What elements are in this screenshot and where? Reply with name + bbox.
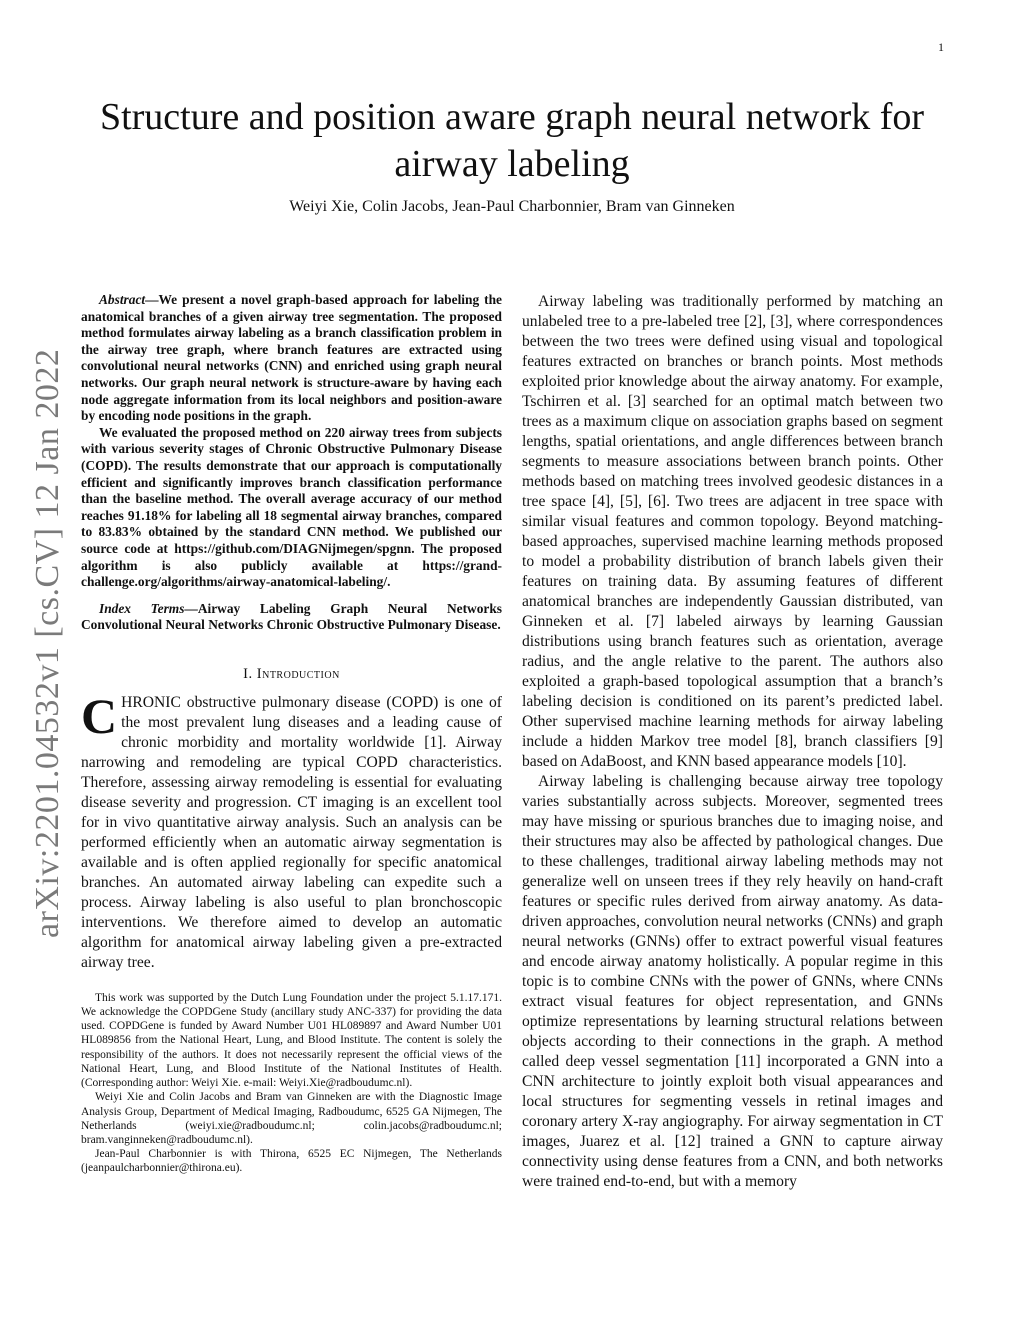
intro-lead-word: HRONIC (121, 693, 181, 711)
intro-text: obstructive pulmonary disease (COPD) is one of the most prevalent lung diseases and a leading cause of chronic morbidity and mortality worldwide [1]. Airway narrowing and remodeling are typical COPD characteristics. Therefore, assessing airway remodeling is essential for evaluating disease severity and progression. CT imaging is an excellent tool for in vivo quantitative airway analysis. Such an analysis can be performed efficiently when an automatic airway segmentation is available and is often applied regionally for specific anatomical branches. An automated airway labeling can expedite such a process. Airway labeling is also useful to plan bronchoscopic interventions. We therefore aimed to develop an automatic algorithm for anatomical airway labeling given a pre-extracted airway tree. (81, 693, 502, 971)
right-column (522, 292, 943, 1192)
section-title: Introduction (256, 665, 340, 682)
section-heading (81, 666, 502, 683)
arxiv-identifier-stamp: arXiv:2201.04532v1 [cs.CV] 12 Jan 2022 (29, 348, 66, 938)
abstract-text-1: —We present a novel graph-based approach for labeling the anatomical branches of a given airway tree segmentation. The proposed method formulates airway labeling as a branch classification problem in the airway tree graph, where branch features are extracted using convolutional neural networks (CNN) and enriched using graph neural networks. Our graph neural network is structure-aware by having each node aggregate information from its local neighbors and position-aware by encoding node positions in the graph. (81, 292, 502, 424)
right-paragraph-1: Airway labeling was traditionally performed by matching an unlabeled tree to a pre-labeled tree [2], [3], where correspondences between the two trees were defined using visual and topological features extracted on branches or branch points. Most methods exploited prior knowledge about the airway anatomy. For example, Tschirren et al. [3] searched for an optimal match between two trees as a maximum clique on association graphs based on segment lengths, spatial orientations, and angle differences between branch segments to measure associations between branch points. Other methods based on matching trees involved geodesic distances in a tree space [4], [5], [6]. Two trees are adjacent in tree space with similar visual features and common topology. Beyond matching-based approaches, supervised machine learning methods proposed to model a probability distribution of branch labels given their features on training data. By assuming features of different anatomical branches are independently Gaussian distributed, van Ginneken et al. [7] labeled airways by learning Gaussian distributions using branch features such as orientation, average radius, and the angle relative to the parent. The authors also exploited a graph-based topological assumption that a branch’s labeling decision is conditioned on its parent’s predicted label. Other supervised machine learning methods for airway labeling include a hidden Markov tree model [8], branch classifiers [9] based on AdaBoost, and KNN based appearance models [10]. (522, 293, 943, 770)
footnote-affiliation-1: Weiyi Xie and Colin Jacobs and Bram van Ginneken are with the Diagnostic Image Analysis Group, Department of Medical Imaging, Radboudumc, 6525 GA Nijmegen, The Netherlands (weiyi.xie@radboudumc.nl; colin.jacobs@radboudumc.nl; bram.vanginneken@radboudumc.nl). (81, 1091, 502, 1146)
footnote-funding: This work was supported by the Dutch Lung Foundation under the project 5.1.17.171. We acknowledge the COPDGene Study (ancillary study ANC-337) for providing the data used. COPDGene is funded by Award Number U01 HL089897 and Award Number U01 HL089856 from the National Heart, Lung, and Blood Institute. The content is solely the responsibility of the authors. It does not necessarily represent the official views of the National Heart, Lung, and Blood Institute of the National Institutes of Health. (Corresponding author: Weiyi Xie. e-mail: Weiyi.Xie@radboudumc.nl). (81, 991, 502, 1090)
footnotes (81, 991, 502, 1176)
section-number: I. (243, 665, 253, 682)
page-number: 1 (938, 40, 944, 54)
paper-title: Structure and position aware graph neural network for airway labeling (99, 96, 925, 185)
index-terms-label: Index Terms (99, 600, 185, 616)
abstract-paragraph-2: We evaluated the proposed method on 220 airway trees from subjects with various severity stages of Chronic Obstructive Pulmonary Disease (COPD). The results demonstrate that our approach is computationally efficient and significantly improves branch classification performance than the baseline method. The overall average accuracy of our method reaches 91.18% for labeling all 18 segmental airway branches, compared to 83.83% obtained by the standard CNN method. We published our source code at https://github.com/DIAGNijmegen/spgnn. The proposed algorithm is also publicly available at https://grand-challenge.org/algorithms/airway-anatomical-labeling/. (81, 424, 502, 590)
index-terms (81, 601, 502, 634)
intro-paragraph (81, 687, 502, 973)
left-column (81, 292, 502, 1176)
author-list: Weiyi Xie, Colin Jacobs, Jean-Paul Charbonnier, Bram van Ginneken (289, 198, 735, 215)
drop-cap: C (81, 687, 118, 744)
index-terms-text: —Airway Labeling Graph Neural Networks Convolutional Neural Networks Chronic Obstructive Pulmonary Disease. (81, 600, 502, 633)
abstract-label: Abstract (99, 292, 146, 307)
footnote-affiliation-2: Jean-Paul Charbonnier is with Thirona, 6525 EC Nijmegen, The Netherlands (jeanpaulcharbonnier@thirona.eu). (81, 1148, 502, 1175)
right-paragraph-2: Airway labeling is challenging because airway tree topology varies substantially across subjects. Moreover, segmented trees may have missing or spurious branches due to imaging noise, and their structures may also be affected by pathological changes. Due to these challenges, traditional airway labeling methods may not generalize well on unseen trees if they rely heavily on hand-craft features or specific rules derived from airway anatomy. As data-driven approaches, convolution neural networks (CNNs) and graph neural networks (GNNs) offer to extract powerful visual features and encode airway anatomy holistically. A popular regime in this topic is to combine CNNs with the power of GNNs, where CNNs extract visual features for object representation, and GNNs optimize representations by learning structural relations between objects according to their connections in the graph. A method called deep vessel segmentation [11] incorporated a GNN into a CNN architecture to jointly exploit both visual appearances and local structures for segmenting vessels in retinal images and coronary artery X-ray angiography. For airway segmentation in CT images, Juarez et al. [12] trained a GNN to capture airway connectivity using dense features from a CNN, and both networks were trained end-to-end, but with a memory (522, 773, 943, 1190)
abstract-paragraph-1 (81, 292, 502, 425)
